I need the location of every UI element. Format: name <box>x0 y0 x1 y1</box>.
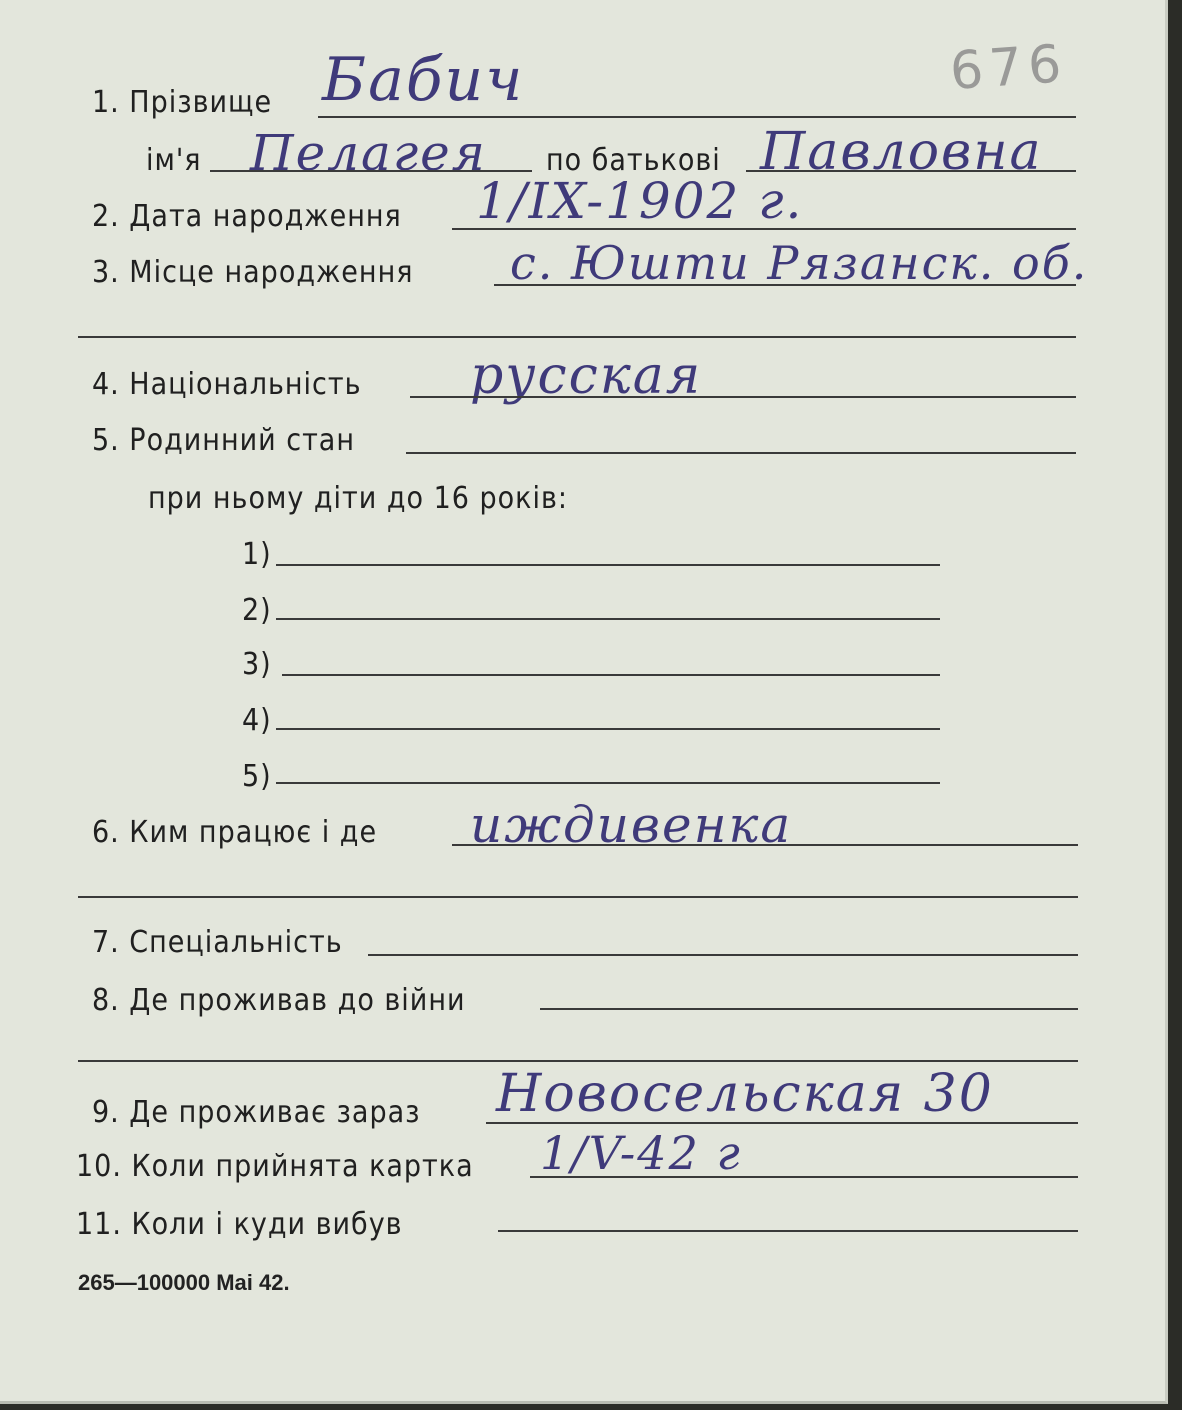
birth-date-label: 2. Дата народження <box>92 199 402 234</box>
current-residence-label: 9. Де проживає зараз <box>92 1095 421 1130</box>
surname-label: 1. Прізвище <box>92 85 273 120</box>
child-1-label: 1) <box>242 537 272 572</box>
work-label: 6. Ким працює і де <box>92 815 378 850</box>
archive-number: 676 <box>948 33 1070 103</box>
patronymic-label: по батькові <box>546 143 721 178</box>
birth-place-value: с. Юшти Рязанск. об. <box>510 236 1089 290</box>
child-2-line <box>276 618 940 620</box>
work-line-2 <box>78 896 1078 898</box>
nationality-value: русская <box>470 346 703 406</box>
nationality-label: 4. Національність <box>92 367 362 402</box>
prewar-residence-label: 8. Де проживав до війни <box>92 983 466 1018</box>
marital-status-label: 5. Родинний стан <box>92 423 355 458</box>
child-4-label: 4) <box>242 703 272 738</box>
birth-place-line <box>494 284 1076 286</box>
specialty-line <box>368 954 1078 956</box>
surname-value: Бабич <box>322 45 525 115</box>
current-residence-line <box>486 1122 1078 1124</box>
departed-line <box>498 1230 1078 1232</box>
card-accepted-label: 10. Коли прийнята картка <box>76 1149 474 1184</box>
departed-label: 11. Коли і куди вибув <box>76 1207 403 1242</box>
patronymic-value: Павловна <box>760 122 1043 182</box>
child-3-label: 3) <box>242 647 272 682</box>
birth-date-line <box>452 228 1076 230</box>
prewar-residence-line-2 <box>78 1060 1078 1062</box>
birth-place-label: 3. Місце народження <box>92 255 414 290</box>
child-5-line <box>276 782 940 784</box>
prewar-residence-line <box>540 1008 1078 1010</box>
card-accepted-line <box>530 1176 1078 1178</box>
child-3-line <box>282 674 940 676</box>
birth-place-line-2 <box>78 336 1076 338</box>
birth-date-value: 1/IX-1902 г. <box>476 172 804 230</box>
children-label: при ньому діти до 16 років: <box>148 481 568 516</box>
work-value: иждивенка <box>470 796 793 854</box>
child-1-line <box>276 564 940 566</box>
nationality-line <box>410 396 1076 398</box>
current-residence-value: Новосельская 30 <box>496 1064 994 1124</box>
child-2-label: 2) <box>242 593 272 628</box>
specialty-label: 7. Спеціальність <box>92 925 343 960</box>
marital-status-line <box>406 452 1076 454</box>
print-code: 265—100000 Mai 42. <box>78 1270 290 1295</box>
surname-line <box>318 116 1076 118</box>
child-5-label: 5) <box>242 759 272 794</box>
work-line <box>452 844 1078 846</box>
name-value: Пелагея <box>250 124 487 182</box>
card-accepted-value: 1/V-42 г <box>540 1126 742 1180</box>
child-4-line <box>276 728 940 730</box>
name-label: ім'я <box>146 143 202 178</box>
